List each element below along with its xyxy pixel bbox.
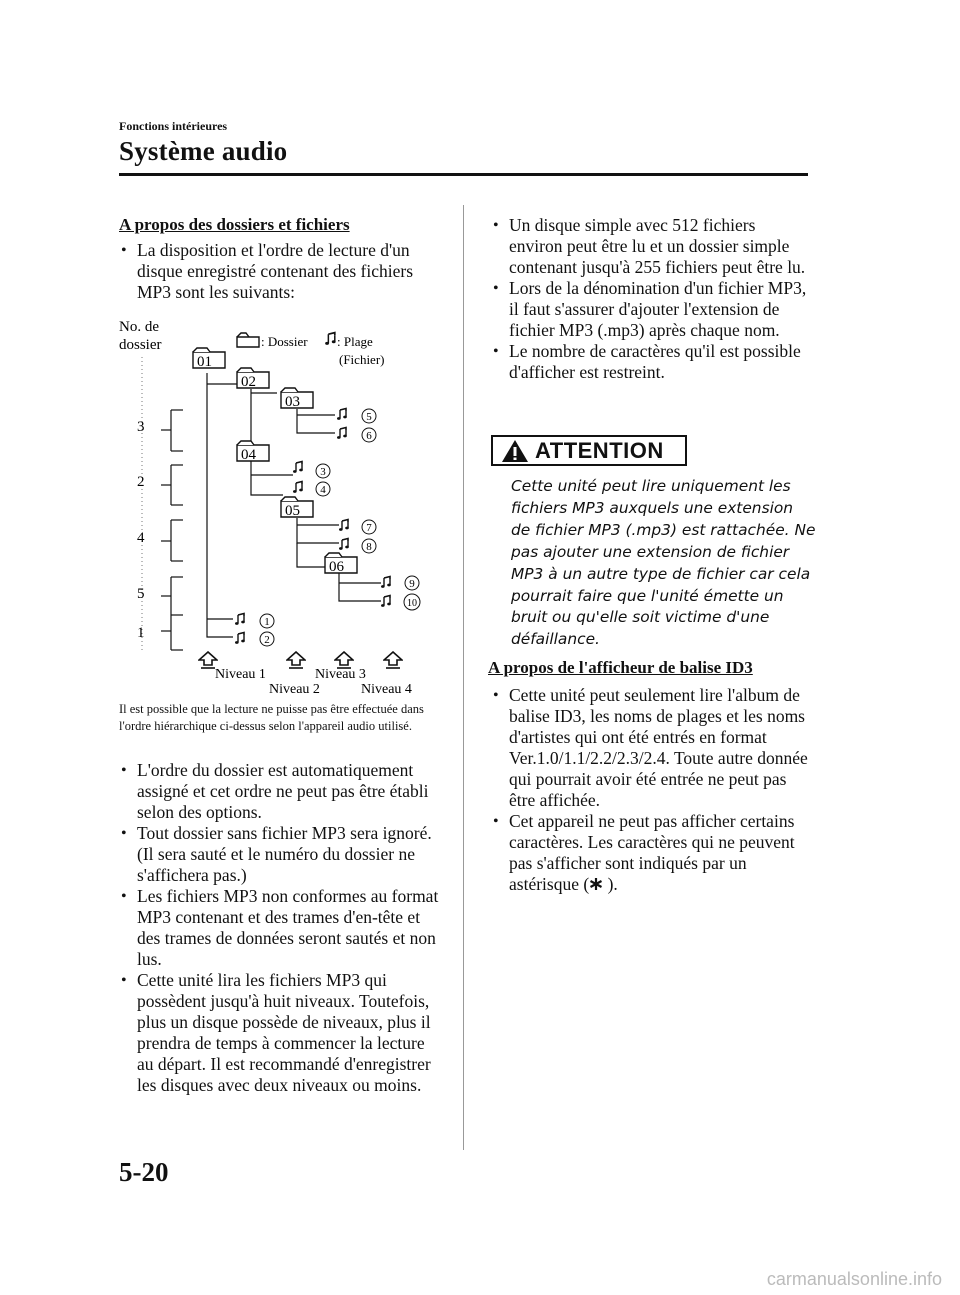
- attention-label: ATTENTION: [535, 437, 664, 463]
- level-1-arrow-icon: [199, 652, 217, 668]
- level-2-label: Niveau 2: [269, 682, 320, 697]
- id3-heading: A propos de l'afficheur de balise ID3: [488, 658, 753, 677]
- track-4: [293, 482, 330, 497]
- folder-number-2: 2: [137, 474, 145, 490]
- folder-number-label-2: dossier: [119, 337, 162, 353]
- list-item: • Le nombre de caractères qu'il est possible d'afficher est restreint.: [491, 341, 811, 383]
- track-3: [293, 462, 330, 479]
- folder-number-label-1: No. de: [119, 319, 159, 335]
- header-rule: [119, 173, 808, 176]
- track-10: [381, 594, 420, 610]
- level-4-arrow-icon: [384, 652, 402, 668]
- attention-text: Cette unité peut lire uniquement les fichiers MP3 auxquels une extension de fichier MP3 (.mp3) est rattachée. Ne pas ajouter une extension de fichier MP3 à un autre type de fichier car cela pourrait faire que l'unité émette un bruit ou qu'elle soit victime d'une défaillance.: [511, 477, 816, 649]
- level-4-label: Niveau 4: [361, 682, 412, 697]
- list-item: • Un disque simple avec 512 fichiers environ peut être lu et un dossier simple contenant jusqu'à 255 fichiers peut être lu.: [491, 215, 811, 278]
- list-item: [491, 811, 811, 895]
- legend-file-label: (Fichier): [339, 352, 385, 367]
- svg-text:01: 01: [197, 354, 212, 370]
- asterisk-bullet-text: Cet appareil ne peut pas afficher certains caractères. Les caractères qui ne peuvent pas s'afficher sont indiqués par un astérisque (: [509, 811, 795, 894]
- right-bullet-list-bottom: [491, 685, 811, 895]
- svg-text:6: 6: [366, 430, 372, 442]
- list-item: • Les fichiers MP3 non conformes au format MP3 contenant et des trames d'en-tête et des trames de données seront sautés et non lus.: [119, 886, 439, 970]
- track-legend-icon: [325, 333, 336, 345]
- section-label: Fonctions intérieures: [119, 119, 228, 133]
- track-7: [339, 520, 376, 535]
- svg-text:05: 05: [285, 503, 300, 519]
- folders-heading: A propos des dossiers et fichiers: [119, 215, 350, 234]
- page-title: Système audio: [119, 136, 288, 166]
- level-3-arrow-icon: [335, 652, 353, 668]
- list-item: • Cette unité peut seulement lire l'album de balise ID3, les noms de plages et les noms d'artistes qui ont été entrés en format Ver.1.0/1.1/2.2/2.3/2.4. Toute autre donnée qui pourrait avoir été entrée ne peut pas être affichée.: [491, 685, 811, 811]
- svg-text:2: 2: [264, 634, 270, 646]
- svg-text:1: 1: [264, 616, 270, 628]
- track-2: [235, 632, 274, 646]
- asterisk-bullet-end: ).: [603, 874, 618, 894]
- folder-number-1: 1: [137, 625, 145, 641]
- intro-bullet: • La disposition et l'ordre de lecture d'un disque enregistré contenant des fichiers MP3 sont les suivants:: [119, 240, 439, 303]
- legend-folder-label: : Dossier: [261, 334, 308, 349]
- diagram-caption: Il est possible que la lecture ne puisse pas être effectuée dans l'ordre hiérarchique ci-dessus selon l'appareil audio utilisé.: [119, 702, 424, 733]
- svg-text:4: 4: [320, 484, 326, 496]
- folder-hierarchy-diagram: [115, 315, 450, 700]
- track-5: [337, 409, 376, 424]
- level-1-label: Niveau 1: [215, 667, 266, 682]
- svg-text:5: 5: [366, 411, 372, 423]
- folder-04: [237, 441, 269, 463]
- list-item: • Tout dossier sans fichier MP3 sera ignoré. (Il sera sauté et le numéro du dossier ne s'affichera pas.): [119, 823, 439, 886]
- track-8: [339, 539, 376, 554]
- svg-text:02: 02: [241, 374, 256, 390]
- level-3-label: Niveau 3: [315, 667, 366, 682]
- column-divider: [463, 205, 464, 1150]
- track-9: [381, 576, 419, 590]
- folder-number-4: 4: [137, 530, 145, 546]
- track-6: [337, 428, 376, 443]
- watermark: carmanualsonline.info: [766, 1269, 942, 1289]
- list-item: • L'ordre du dossier est automatiquement assigné et cet ordre ne peut pas être établi selon des options.: [119, 760, 439, 823]
- level-2-arrow-icon: [287, 652, 305, 668]
- right-bullet-list-top: [491, 215, 811, 383]
- folder-05: [281, 497, 313, 519]
- svg-text:9: 9: [409, 578, 415, 590]
- list-item: • Lors de la dénomination d'un fichier MP3, il faut s'assurer d'ajouter l'extension de fichier MP3 (.mp3) après chaque nom.: [491, 278, 811, 341]
- asterisk-icon: [589, 875, 603, 889]
- attention-box: [491, 435, 687, 466]
- svg-text:04: 04: [241, 447, 256, 463]
- folder-number-5: 5: [137, 586, 145, 602]
- folder-02: [237, 368, 269, 390]
- svg-text:7: 7: [366, 522, 372, 534]
- legend-track-label: : Plage: [337, 334, 373, 349]
- svg-text:10: 10: [407, 598, 417, 609]
- svg-text:3: 3: [320, 466, 326, 478]
- svg-text:03: 03: [285, 394, 300, 410]
- warning-icon: [501, 439, 529, 463]
- track-1: [235, 614, 274, 629]
- left-bullet-list: [119, 760, 439, 1096]
- intro-list: [119, 240, 439, 303]
- folder-06: [325, 553, 357, 575]
- svg-text:8: 8: [366, 541, 372, 553]
- folder-03: [281, 388, 313, 410]
- list-item: • Cette unité lira les fichiers MP3 qui possèdent jusqu'à huit niveaux. Toutefois, plus un disque possède de niveaux, plus il prendra de temps à commencer la lecture au départ. Il est recommandé d'enregistrer les disques avec deux niveaux ou moins.: [119, 970, 439, 1096]
- page-number: 5-20: [119, 1157, 169, 1187]
- folder-number-3: 3: [137, 419, 145, 435]
- svg-text:06: 06: [329, 559, 344, 575]
- folder-legend-icon: [237, 333, 259, 347]
- folder-01: [193, 348, 225, 370]
